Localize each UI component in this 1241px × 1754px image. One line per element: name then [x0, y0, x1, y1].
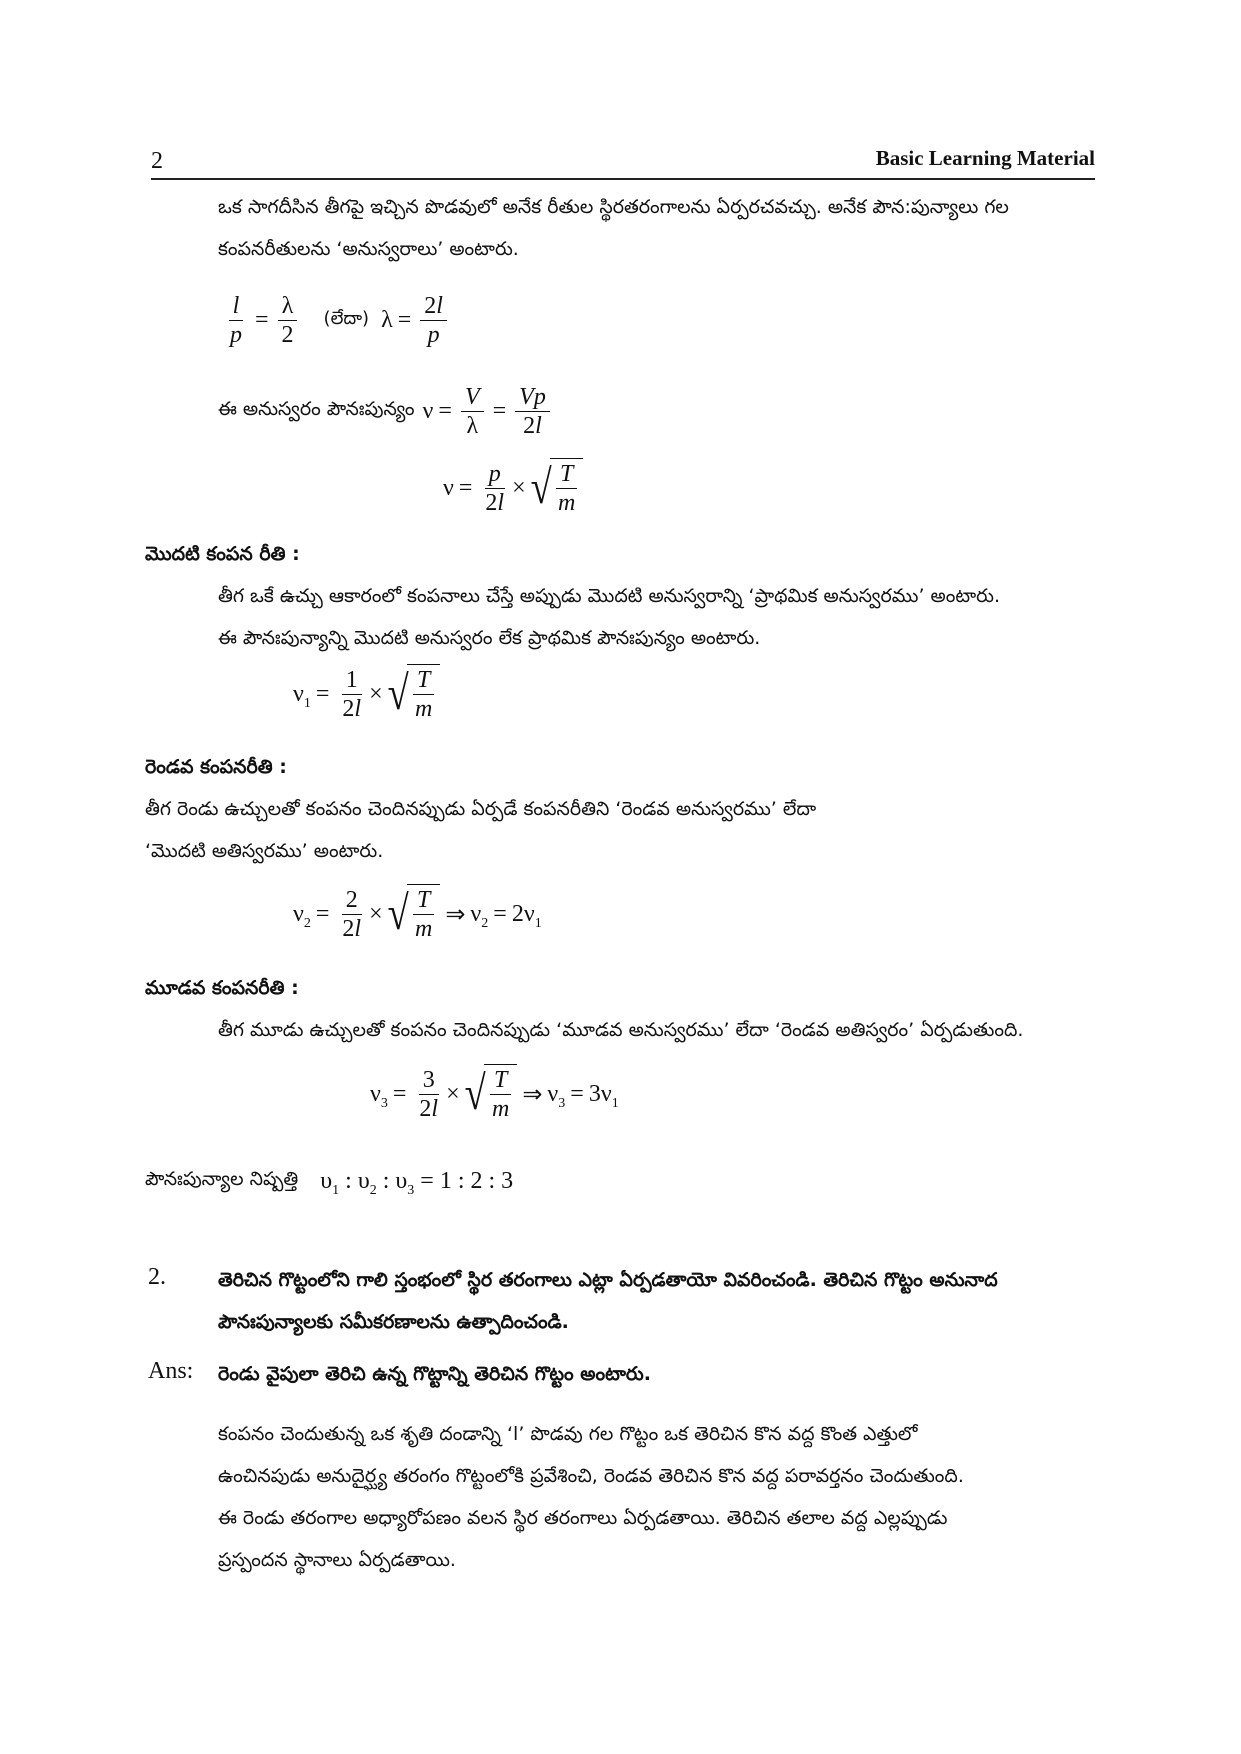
sqrt-t-over-m: √ $\frac{T}{m}$: [528, 458, 584, 518]
ratio-label: పౌనఃపున్యాల నిష్పత్తి: [145, 1168, 299, 1190]
frequency-ratio: పౌనఃపున్యాల నిష్పత్తి $\upsilon_1$ : $\upsilon_2$ : $\upsilon_3$ = 1 : 2 : 3: [145, 1168, 514, 1198]
mode3-line-1: తీగ మూడు ఉచ్చులతో కంపనం చెందినప్పుడు ‘మూడవ అనుస్వరము’ లేదా ‘రెండవ అతిస్వరం’ ఏర్పడుతుంది.: [218, 1019, 1024, 1041]
answer-label: Ans:: [148, 1358, 194, 1384]
mode2-heading: రెండవ కంపనరీతి :: [145, 756, 287, 778]
intro-line-2: కంపనరీతులను ‘అనుస్వరాలు’ అంటారు.: [218, 238, 519, 260]
answer-para-line-4: ప్రస్పందన స్థానాలు ఏర్పడతాయి.: [218, 1549, 456, 1571]
equation-wavelength: $\frac{l}{p}$ = $\frac{\lambda}{2}$ (లేదా) λ = $\frac{2l}{p}$: [222, 292, 451, 349]
answer-para-line-2: ఉంచినపుడు అనుదైర్ఘ్య తరంగం గొట్టంలోకి ప్రవేశించి, రెండవ తెరిచిన కొన వద్ద పరావర్తనం చెందుతుంది.: [218, 1465, 964, 1487]
mode1-line-1: తీగ ఒకే ఉచ్చు ఆకారంలో కంపనాలు చేస్తే అప్పుడు మొదటి అనుస్వరాన్ని ‘ప్రాథమిక అనుస్వరము’ అంటారు.: [218, 585, 1001, 607]
intro-line-1: ఒక సాగదీసిన తీగపై ఇచ్చిన పొడవులో అనేక రీతుల స్థిరతరంగాలను ఏర్పరచవచ్చు. అనేక పౌన:పున్యాలు గల: [218, 196, 1009, 218]
ratio-value: = 1 : 2 : 3: [420, 1168, 514, 1194]
fraction-2l-over-p: $\frac{2l}{p}$: [420, 292, 447, 349]
frequency-prefix: ఈ అనుస్వరం పౌనఃపున్యం: [218, 398, 415, 420]
question-line-1: తెరిచిన గొట్టంలోని గాలి స్తంభంలో స్థిర తరంగాలు ఎట్లా ఏర్పడతాయో వివరించండి. తెరిచిన గొట్టం అనునాద: [218, 1269, 998, 1291]
equation-nu2: $\nu_2$ = $\frac{2}{2l}$ × √ $\frac{T}{m}$ ⇒ $\nu_2$ = $2\nu_1$: [293, 884, 542, 944]
mode2-line-2: ‘మొదటి అతిస్వరము’ అంటారు.: [145, 840, 384, 862]
running-header-title: Basic Learning Material: [875, 146, 1095, 170]
mode3-heading: మూడవ కంపనరీతి :: [145, 977, 299, 999]
equation-frequency: ఈ అనుస్వరం పౌనఃపున్యం ν = $\frac{V}{\lambda}$ = $\frac{Vp}{2l}$: [218, 383, 554, 440]
question-number: 2.: [148, 1264, 166, 1290]
equation-nu1: $\nu_1$ = $\frac{1}{2l}$ × √ $\frac{T}{m}$: [293, 664, 440, 724]
mode2-line-1: తీగ రెండు ఉచ్చులతో కంపనం చెందినప్పుడు ఏర్పడే కంపనరీతిని ‘రెండవ అనుస్వరము’ లేదా: [145, 798, 817, 820]
question-line-2: పౌనఃపున్యాలకు సమీకరణాలను ఉత్పాదించండి.: [218, 1311, 569, 1333]
answer-para-line-3: ఈ రెండు తరంగాల అధ్యారోపణం వలన స్థిర తరంగాలు ఏర్పడతాయి. తెరిచిన తలాల వద్ద ఎల్లప్పుడు: [218, 1507, 948, 1529]
equation-frequency-tension: ν = $\frac{p}{2l}$ × √ $\frac{T}{m}$: [443, 458, 583, 518]
answer-para-line-1: కంపనం చెందుతున్న ఒక శృతి దండాన్ని ‘l’ పొడవు గల గొట్టం ఒక తెరిచిన కొన వద్ద కొంత ఎత్తులో: [218, 1423, 918, 1445]
answer-heading: రెండు వైపులా తెరిచి ఉన్న గొట్టాన్ని తెరిచిన గొట్టం అంటారు.: [218, 1363, 651, 1385]
mode1-heading: మొదటి కంపన రీతి :: [145, 543, 300, 565]
page-number: 2: [151, 148, 163, 174]
header-rule: [151, 178, 1095, 180]
equation-nu3: $\nu_3$ = $\frac{3}{2l}$ × √ $\frac{T}{m}$ ⇒ $\nu_3$ = $3\nu_1$: [370, 1064, 619, 1124]
fraction-l-over-p: $\frac{l}{p}$: [230, 293, 242, 348]
fraction-p-over-2l: $\frac{p}{2l}$: [485, 460, 505, 516]
fraction-v-over-lambda: $\frac{V}{\lambda}$: [461, 383, 484, 440]
fraction-vp-over-2l: $\frac{Vp}{2l}$: [515, 383, 550, 440]
mode1-line-2: ఈ పౌనఃపున్యాన్ని మొదటి అనుస్వరం లేక ప్రాథమిక పౌనఃపున్యం అంటారు.: [218, 627, 761, 649]
or-word: (లేదా): [323, 308, 370, 329]
fraction-lambda-over-2: $\frac{\lambda}{2}$: [278, 292, 298, 349]
